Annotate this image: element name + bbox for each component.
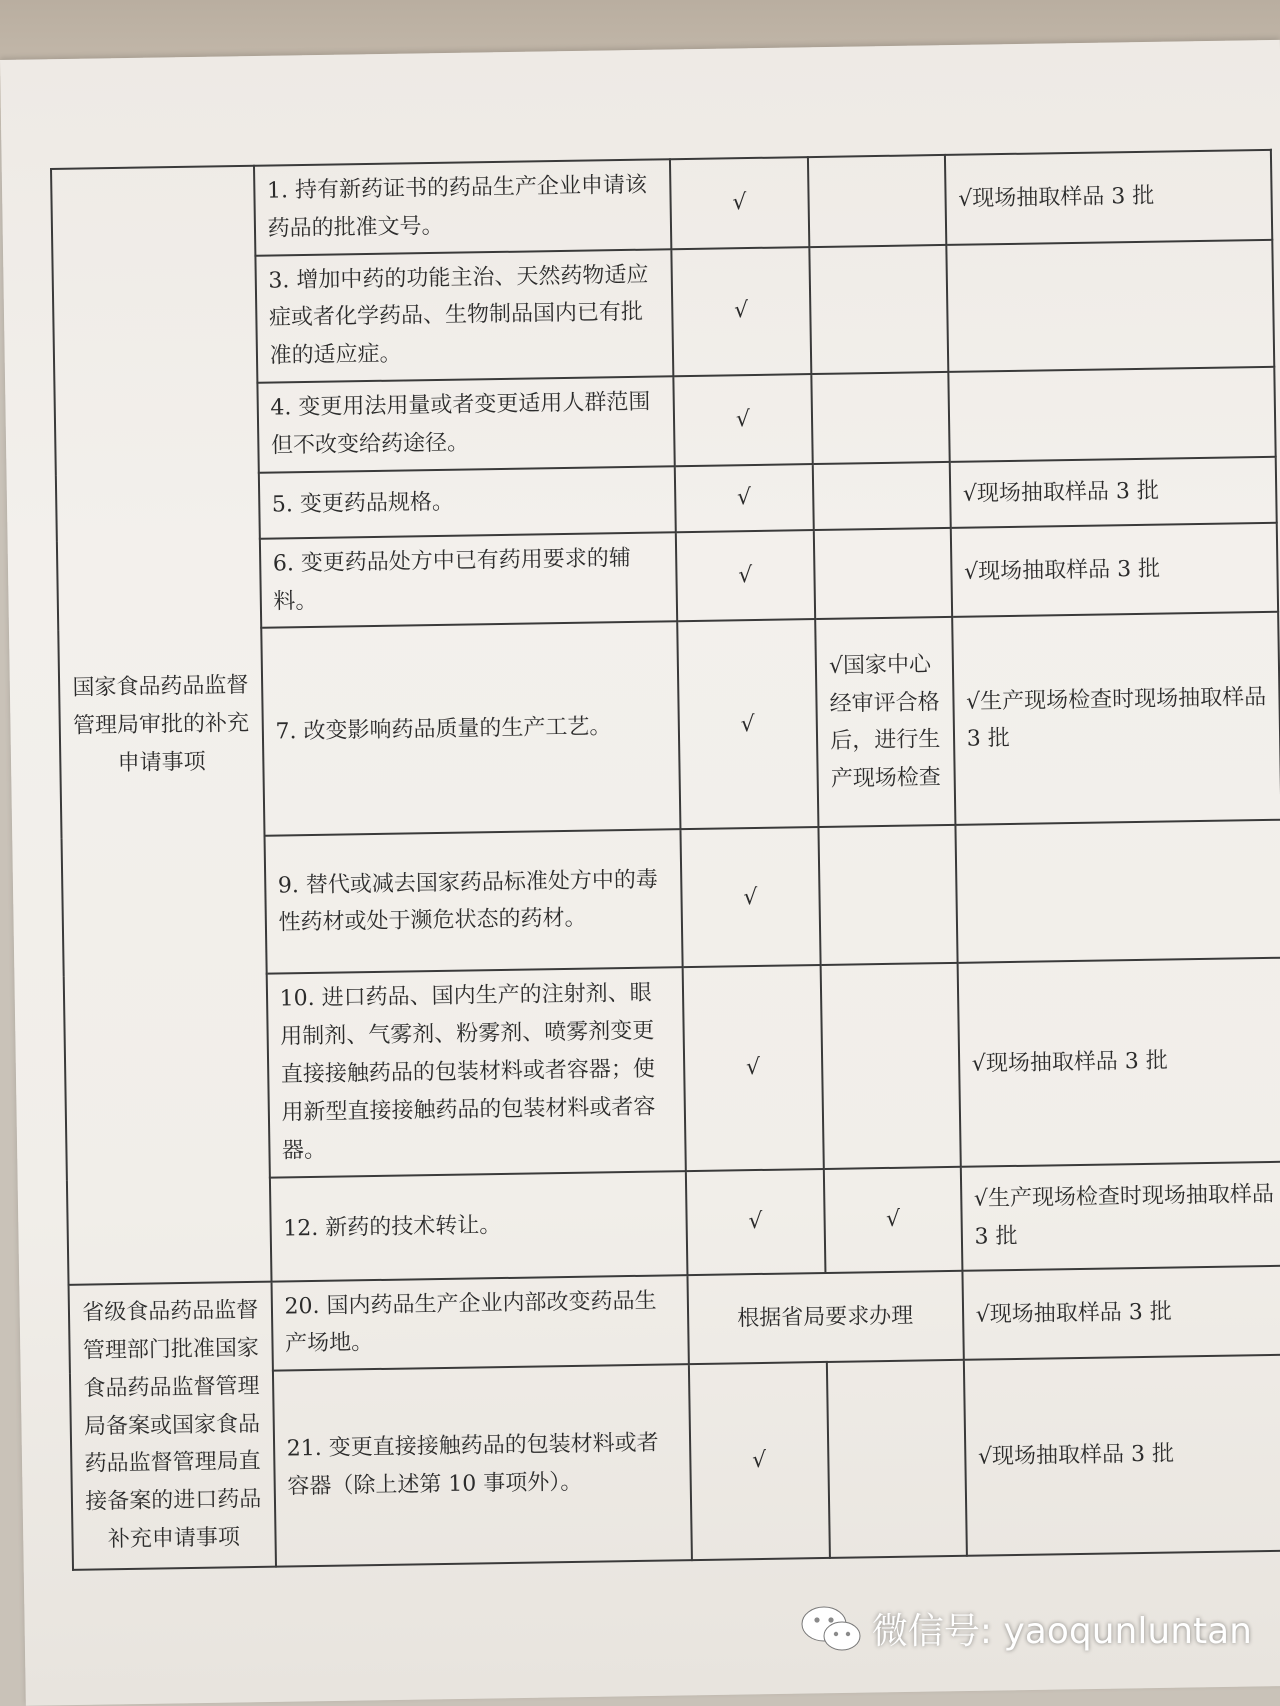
sampling-note: √现场抽取样品 3 批 bbox=[957, 958, 1280, 1166]
item-description: 20. 国内药品生产企业内部改变药品生产场地。 bbox=[271, 1275, 688, 1371]
check-mark: √ bbox=[673, 374, 813, 466]
sampling-note bbox=[946, 239, 1274, 372]
sampling-note: √现场抽取样品 3 批 bbox=[950, 523, 1278, 618]
check-mark bbox=[809, 245, 947, 375]
check-mark bbox=[813, 462, 951, 530]
sampling-note bbox=[955, 820, 1280, 963]
check-mark bbox=[819, 825, 958, 965]
check-mark: √ bbox=[671, 247, 812, 377]
wechat-watermark bbox=[800, 1603, 1252, 1654]
item-description: 9. 替代或减去国家药品标准处方中的毒性药材或处于濒危状态的药材。 bbox=[264, 830, 682, 975]
check-mark bbox=[827, 1360, 967, 1558]
check-mark: √ bbox=[685, 1169, 825, 1275]
sampling-note: √现场抽取样品 3 批 bbox=[949, 457, 1276, 528]
sampling-note: √现场抽取样品 3 批 bbox=[963, 1355, 1280, 1556]
sampling-note: √现场抽取样品 3 批 bbox=[962, 1265, 1280, 1360]
item-description: 7. 改变影响药品质量的生产工艺。 bbox=[261, 622, 680, 837]
review-note: √国家中心经审评合格后，进行生产现场检查 bbox=[815, 617, 955, 827]
item-description: 4. 变更用法用量或者变更适用人群范围但不改变给药途径。 bbox=[257, 376, 674, 472]
sampling-note: √现场抽取样品 3 批 bbox=[945, 150, 1273, 245]
check-mark: √ bbox=[680, 827, 821, 967]
item-description: 10. 进口药品、国内生产的注射剂、眼用制剂、气雾剂、粉雾剂、喷雾剂变更直接接触药品的包装材料或者容器；使用新型直接接触药品的包装材料或者容器。 bbox=[266, 968, 685, 1178]
check-mark bbox=[808, 155, 946, 247]
wechat-icon bbox=[800, 1604, 862, 1654]
check-mark: √ bbox=[682, 965, 824, 1170]
supplementary-application-table bbox=[50, 149, 1280, 1571]
item-description: 5. 变更药品规格。 bbox=[258, 466, 675, 539]
merged-handling-note: 根据省局要求办理 bbox=[687, 1270, 963, 1364]
check-mark bbox=[811, 372, 949, 464]
sampling-note bbox=[948, 367, 1276, 462]
category-cell-national: 国家食品药品监督管理局审批的补充申请事项 bbox=[51, 166, 271, 1285]
check-mark: √ bbox=[669, 157, 809, 249]
check-mark: √ bbox=[677, 619, 819, 829]
sampling-note: √生产现场检查时现场抽取样品 3 批 bbox=[952, 612, 1280, 825]
check-mark: √ bbox=[688, 1362, 830, 1560]
item-description: 6. 变更药品处方中已有药用要求的辅料。 bbox=[259, 532, 676, 628]
watermark-label: 微信号: yaoqunluntan bbox=[871, 1611, 1252, 1652]
sampling-note: √生产现场检查时现场抽取样品 3 批 bbox=[960, 1161, 1280, 1270]
item-description: 12. 新药的技术转让。 bbox=[269, 1171, 686, 1282]
check-mark bbox=[821, 963, 961, 1168]
item-description: 21. 变更直接接触药品的包装材料或者容器（除上述第 10 事项外）。 bbox=[273, 1364, 692, 1567]
item-description: 3. 增加中药的功能主治、天然药物适应症或者化学药品、生物制品国内已有批准的适应症。 bbox=[255, 249, 673, 383]
check-mark bbox=[814, 528, 952, 620]
check-mark: √ bbox=[674, 464, 814, 532]
check-mark: √ bbox=[675, 530, 815, 622]
check-mark: √ bbox=[824, 1166, 962, 1272]
item-description: 1. 持有新药证书的药品生产企业申请该药品的批准文号。 bbox=[254, 159, 671, 255]
category-cell-provincial: 省级食品药品监督管理部门批准国家食品药品监督管理局备案或国家食品药品监督管理局直接备案的进口药品补充申请事项 bbox=[69, 1281, 276, 1570]
